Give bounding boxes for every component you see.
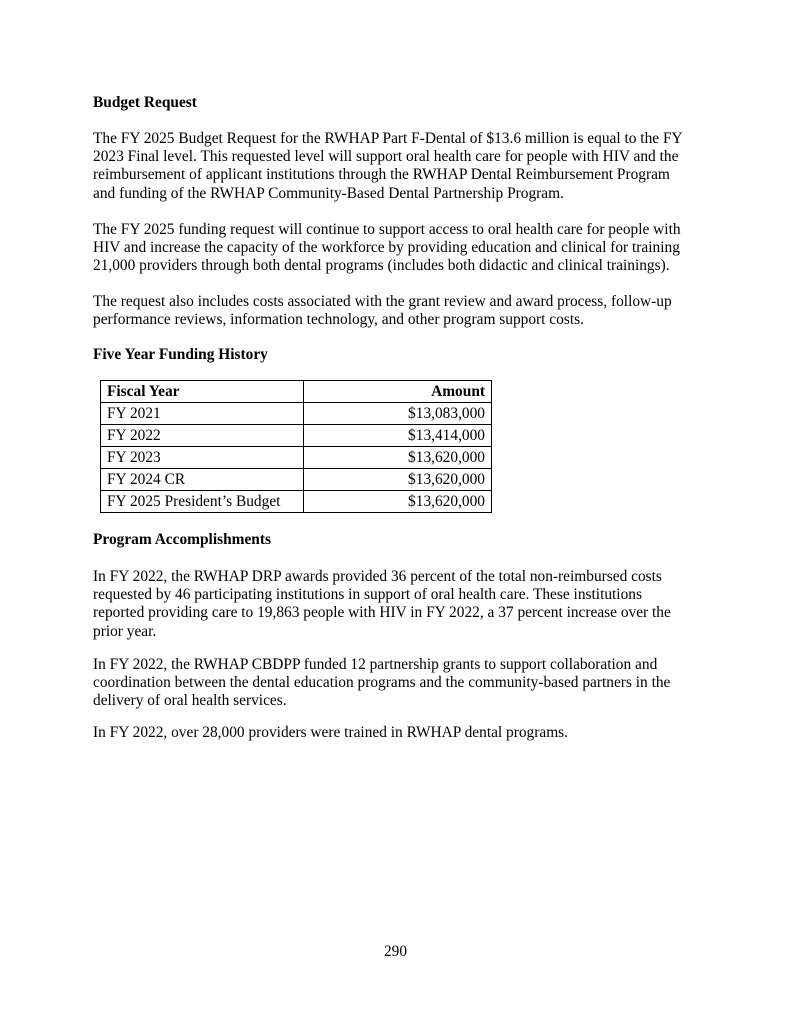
table-row bbox=[101, 403, 492, 425]
text-line: 2023 Final level. This requested level will support oral health care for people with HIV and the bbox=[93, 148, 679, 166]
fiscal-year-cell: FY 2022 bbox=[101, 425, 304, 447]
text-line: coordination between the dental education programs and the community-based partners in the bbox=[93, 674, 671, 692]
budget-request-paragraph-3 bbox=[93, 293, 672, 329]
accomplishments-paragraph-3 bbox=[93, 724, 568, 742]
text-line: reimbursement of applicant institutions through the RWHAP Dental Reimbursement Program bbox=[93, 166, 670, 184]
amount-cell: $13,083,000 bbox=[304, 403, 492, 425]
text-line: In FY 2022, the RWHAP CBDPP funded 12 partnership grants to support collaboration and bbox=[93, 656, 658, 673]
text-line: In FY 2022, over 28,000 providers were trained in RWHAP dental programs. bbox=[93, 724, 569, 741]
column-header-amount: Amount bbox=[304, 381, 492, 403]
page-number: 290 bbox=[383, 943, 408, 960]
amount-cell: $13,620,000 bbox=[304, 469, 492, 491]
fiscal-year-cell: FY 2023 bbox=[101, 447, 304, 469]
table-row bbox=[101, 491, 492, 513]
column-header-fiscal-year: Fiscal Year bbox=[101, 381, 304, 403]
text-line: The request also includes costs associated with the grant review and award process, follow-up bbox=[93, 293, 672, 310]
text-line: reported providing care to 19,863 people with HIV in FY 2022, a 37 percent increase over the bbox=[93, 604, 671, 622]
amount-cell: $13,620,000 bbox=[304, 491, 492, 513]
fiscal-year-cell: FY 2021 bbox=[101, 403, 304, 425]
budget-request-heading: Budget Request bbox=[93, 94, 197, 111]
text-line: The FY 2025 Budget Request for the RWHAP Part F-Dental of $13.6 million is equal to the FY bbox=[93, 130, 683, 147]
text-line: and funding of the RWHAP Community-Based Dental Partnership Program. bbox=[93, 184, 564, 202]
text-line: In FY 2022, the RWHAP DRP awards provided 36 percent of the total non-reimbursed costs bbox=[93, 568, 662, 585]
text-line: prior year. bbox=[93, 622, 157, 640]
text-line: 21,000 providers through both dental programs (includes both didactic and clinical trainings). bbox=[93, 257, 670, 275]
text-line: performance reviews, information technology, and other program support costs. bbox=[93, 311, 584, 329]
accomplishments-paragraph-1 bbox=[93, 568, 671, 641]
budget-request-paragraph-1 bbox=[93, 130, 683, 203]
fiscal-year-cell: FY 2025 President’s Budget bbox=[101, 491, 304, 513]
budget-request-paragraph-2 bbox=[93, 221, 681, 276]
accomplishments-heading: Program Accomplishments bbox=[93, 531, 271, 548]
table-row bbox=[101, 425, 492, 447]
table-row bbox=[101, 469, 492, 491]
text-line: requested by 46 participating institutions in support of oral health care. These institutions bbox=[93, 586, 642, 604]
table-row bbox=[101, 447, 492, 469]
amount-cell: $13,620,000 bbox=[304, 447, 492, 469]
text-line: The FY 2025 funding request will continue to support access to oral health care for people with bbox=[93, 221, 681, 238]
text-line: delivery of oral health services. bbox=[93, 692, 287, 710]
funding-history-heading: Five Year Funding History bbox=[93, 346, 268, 363]
table-header-row bbox=[101, 381, 492, 403]
amount-cell: $13,414,000 bbox=[304, 425, 492, 447]
fiscal-year-cell: FY 2024 CR bbox=[101, 469, 304, 491]
funding-history-table bbox=[100, 380, 492, 513]
text-line: HIV and increase the capacity of the workforce by providing education and clinical for training bbox=[93, 239, 680, 257]
accomplishments-paragraph-2 bbox=[93, 656, 670, 711]
